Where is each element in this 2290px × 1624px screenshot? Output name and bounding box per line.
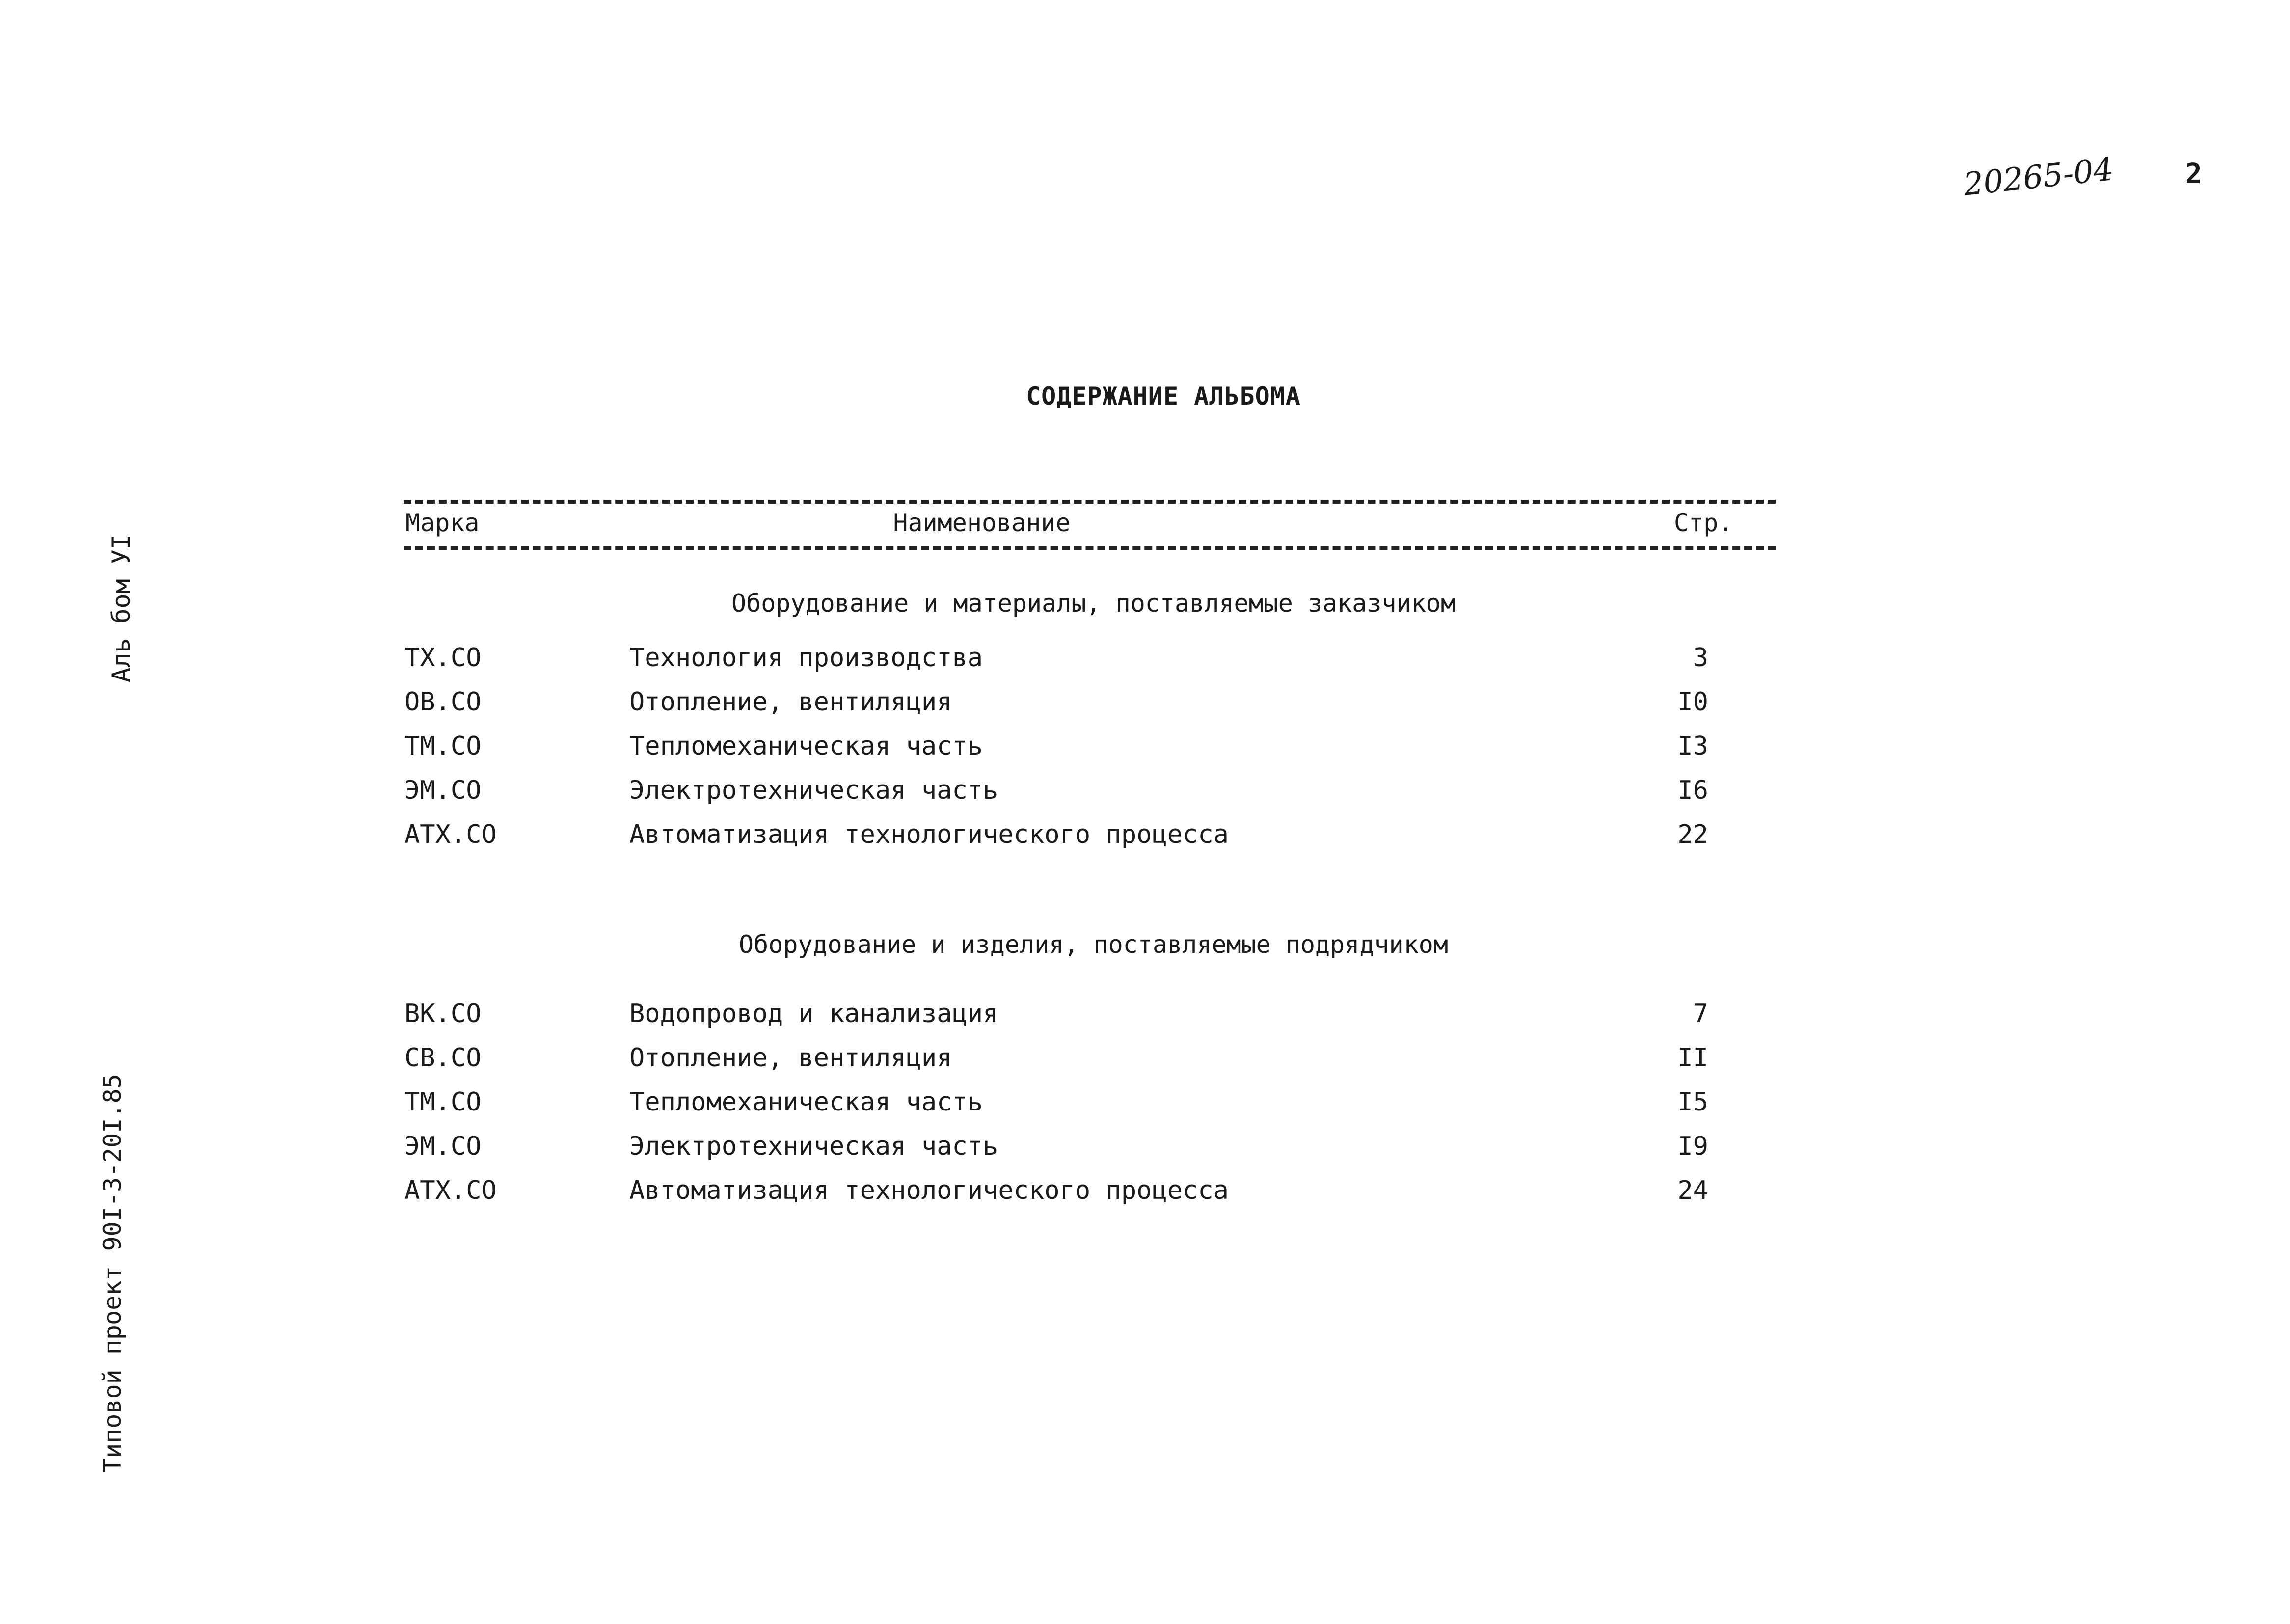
row-code: СВ.СО xyxy=(404,1043,482,1073)
row-page: II xyxy=(1677,1043,1708,1073)
table-row xyxy=(0,687,2290,722)
table-row xyxy=(0,1087,2290,1122)
row-code: ТМ.СО xyxy=(404,1087,482,1117)
project-number-label: Типовой проект 90I-3-20I.85 xyxy=(98,1074,127,1473)
row-name: Отопление, вентиляция xyxy=(629,687,952,717)
row-name: Тепломеханическая часть xyxy=(629,1087,983,1117)
row-page: I9 xyxy=(1677,1132,1708,1161)
row-name: Технология производства xyxy=(629,643,983,673)
row-code: АТХ.СО xyxy=(404,1176,497,1205)
header-bottom-rule xyxy=(404,546,1776,550)
row-page: 3 xyxy=(1693,643,1708,673)
header-top-rule xyxy=(404,500,1776,504)
row-name: Отопление, вентиляция xyxy=(629,1043,952,1073)
section-heading-customer: Оборудование и материалы, поставляемые заказчиком xyxy=(731,589,1456,618)
table-row xyxy=(0,820,2290,854)
row-page: I0 xyxy=(1677,687,1708,717)
row-name: Электротехническая часть xyxy=(629,776,998,805)
row-page: I5 xyxy=(1677,1087,1708,1117)
archive-number-handwritten: 20265-04 xyxy=(1962,151,2115,203)
row-code: ОВ.СО xyxy=(404,687,482,717)
row-name: Автоматизация технологического процесса xyxy=(629,1176,1229,1205)
document-title: СОДЕРЖАНИЕ АЛЬБОМА xyxy=(1026,382,1301,410)
row-name: Автоматизация технологического процесса xyxy=(629,820,1229,849)
row-code: ЭМ.СО xyxy=(404,1132,482,1161)
column-header-page: Стр. xyxy=(1674,509,1733,537)
row-page: 22 xyxy=(1677,820,1708,849)
row-name: Электротехническая часть xyxy=(629,1132,998,1161)
row-page: I3 xyxy=(1677,731,1708,761)
row-page: 7 xyxy=(1693,999,1708,1029)
row-name: Тепломеханическая часть xyxy=(629,731,983,761)
row-name: Водопровод и канализация xyxy=(629,999,998,1029)
table-row xyxy=(0,643,2290,677)
table-row xyxy=(0,1132,2290,1166)
row-code: АТХ.СО xyxy=(404,820,497,849)
row-code: ВК.СО xyxy=(404,999,482,1029)
row-page: 24 xyxy=(1677,1176,1708,1205)
row-code: ТМ.СО xyxy=(404,731,482,761)
table-row xyxy=(0,999,2290,1033)
section-heading-contractor: Оборудование и изделия, поставляемые подрядчиком xyxy=(739,930,1448,959)
row-code: ЭМ.СО xyxy=(404,776,482,805)
column-header-mark: Марка xyxy=(405,509,480,537)
table-row xyxy=(0,1176,2290,1210)
page-number: 2 xyxy=(2185,158,2202,190)
album-number-label: Аль бом УI xyxy=(107,534,135,682)
column-header-name: Наименование xyxy=(893,509,1071,537)
row-page: I6 xyxy=(1677,776,1708,805)
row-code: ТХ.СО xyxy=(404,643,482,673)
table-row xyxy=(0,731,2290,766)
table-row xyxy=(0,1043,2290,1078)
table-row xyxy=(0,776,2290,810)
